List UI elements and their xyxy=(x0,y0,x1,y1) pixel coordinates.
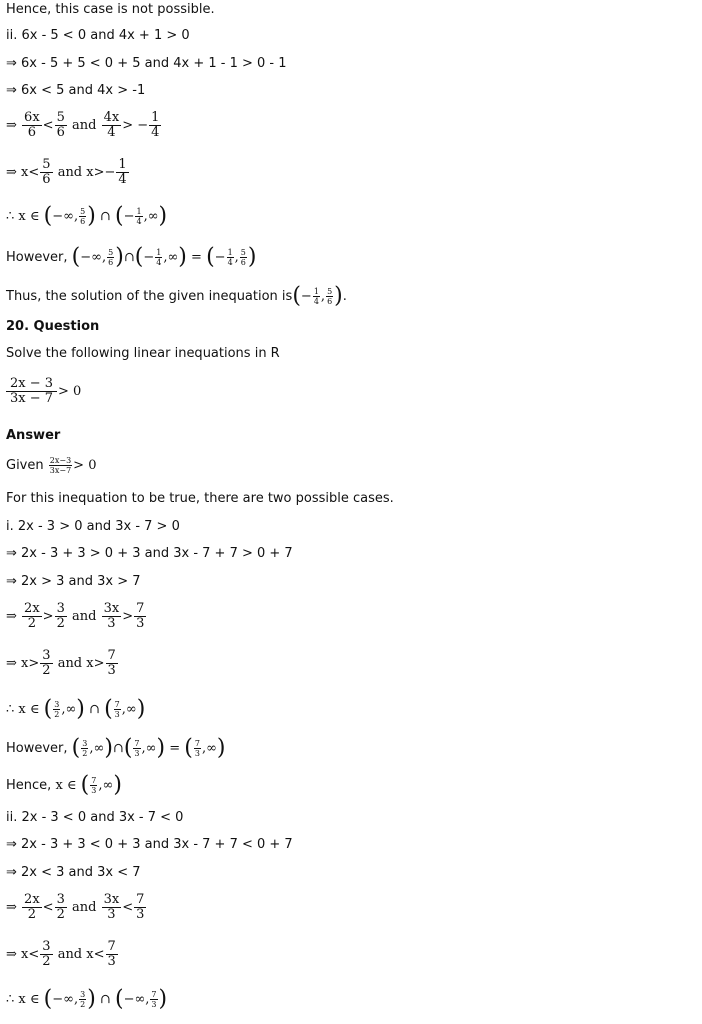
fraction: $\frac{7}{3}$ xyxy=(136,892,145,922)
fraction: $\frac{3x}{3}$ xyxy=(103,601,120,631)
fraction: $\frac{5}{6}$ xyxy=(327,287,333,306)
math-line: However, ( $\frac{3}{2}$ ,∞)∩( $\frac{7}{3}$ ,∞) = ( $\frac{7}{3}$ ,∞) xyxy=(6,735,226,761)
fraction: $\frac{1}{4}$ xyxy=(136,207,142,226)
fraction: $\frac{3}{2}$ xyxy=(80,990,86,1009)
math-line: ∴ x ∈ (−∞, $\frac{3}{2}$ ) ∩ (−∞, $\frac{7}{3}$ ) xyxy=(6,986,168,1012)
conclusion-line: Thus, the solution of the given inequation is(− $\frac{1}{4}$ , $\frac{5}{6}$ ). xyxy=(6,283,347,309)
math-line: ⇒ x> $\frac{3}{2}$ and x> $\frac{7}{3}$ xyxy=(6,648,116,678)
answer-heading: Answer xyxy=(6,428,61,443)
fraction: $\frac{3}{2}$ xyxy=(56,892,65,922)
fraction: $\frac{2x}{2}$ xyxy=(24,892,40,922)
text-line: ii. 2x - 3 < 0 and 3x - 7 < 0 xyxy=(6,810,184,825)
fraction: $\frac{7}{3}$ xyxy=(91,776,97,795)
math-line: ⇒ $\frac{6x}{6}$ < $\frac{5}{6}$ and $\frac{4x}{4}$ > − $\frac{1}{4}$ xyxy=(6,110,160,140)
text-line: ii. 6x - 5 < 0 and 4x + 1 > 0 xyxy=(6,28,190,43)
fraction: $\frac{7}{3}$ xyxy=(134,739,140,758)
fraction: $\frac{4x}{4}$ xyxy=(103,110,120,140)
fraction: $\frac{5}{6}$ xyxy=(80,207,86,226)
math-line: ⇒ $\frac{2x}{2}$ < $\frac{3}{2}$ and $\frac{3x}{3}$ < $\frac{7}{3}$ xyxy=(6,892,145,922)
fraction: $\frac{5}{6}$ xyxy=(108,248,114,267)
fraction: $\frac{1}{4}$ xyxy=(227,248,233,267)
fraction: $\frac{1}{4}$ xyxy=(156,248,162,267)
question-expression: $\frac{2x - 3}{3x - 7}$ > 0 xyxy=(6,377,81,406)
fraction: $\frac{7}{3}$ xyxy=(107,648,116,678)
fraction: $\frac{3}{2}$ xyxy=(54,700,60,719)
text-line: ⇒ 2x - 3 + 3 < 0 + 3 and 3x - 7 + 7 < 0 + 7 xyxy=(6,837,293,852)
text-line: ⇒ 2x < 3 and 3x < 7 xyxy=(6,865,141,880)
text-line: Hence, this case is not possible. xyxy=(6,2,215,17)
fraction: $\frac{6x}{6}$ xyxy=(24,110,40,140)
fraction: $\frac{3}{2}$ xyxy=(56,601,65,631)
text-line: i. 2x - 3 > 0 and 3x - 7 > 0 xyxy=(6,519,180,534)
fraction: $\frac{5}{6}$ xyxy=(56,110,65,140)
math-line: Hence, x ∈ ( $\frac{7}{3}$ ,∞) xyxy=(6,772,122,798)
fraction: $\frac{1}{4}$ xyxy=(151,110,160,140)
text-line: ⇒ 6x - 5 + 5 < 0 + 5 and 4x + 1 - 1 > 0 - 1 xyxy=(6,56,287,71)
fraction: $\frac{7}{3}$ xyxy=(107,939,116,969)
fraction: $\frac{1}{4}$ xyxy=(118,157,127,187)
math-line: ⇒ $\frac{2x}{2}$ > $\frac{3}{2}$ and $\frac{3x}{3}$ > $\frac{7}{3}$ xyxy=(6,601,145,631)
fraction: $\frac{3}{2}$ xyxy=(42,648,51,678)
fraction: $\frac{7}{3}$ xyxy=(136,601,145,631)
question-title: 20. Question xyxy=(6,319,100,334)
text-line: ⇒ 2x - 3 + 3 > 0 + 3 and 3x - 7 + 7 > 0 + 7 xyxy=(6,546,293,561)
text-line: For this inequation to be true, there are two possible cases. xyxy=(6,491,394,506)
text-line: ⇒ 2x > 3 and 3x > 7 xyxy=(6,574,141,589)
fraction: $\frac{3}{2}$ xyxy=(82,739,88,758)
given-line: Given $\frac{2x-3}{3x-7}$ > 0 xyxy=(6,456,97,475)
fraction: $\frac{1}{4}$ xyxy=(313,287,319,306)
fraction: $\frac{7}{3}$ xyxy=(151,990,157,1009)
fraction: $\frac{5}{6}$ xyxy=(42,157,51,187)
question-text: Solve the following linear inequations in R xyxy=(6,346,280,361)
math-line: ∴ x ∈ ( $\frac{3}{2}$ ,∞) ∩ ( $\frac{7}{3}$ ,∞) xyxy=(6,696,146,722)
fraction: $\frac{2x}{2}$ xyxy=(24,601,40,631)
fraction: $\frac{3x}{3}$ xyxy=(103,892,120,922)
text-line: ⇒ 6x < 5 and 4x > -1 xyxy=(6,83,146,98)
math-line: However, (−∞, $\frac{5}{6}$ )∩(− $\frac{1}{4}$ ,∞) = (− $\frac{1}{4}$ , $\frac{5}{6}$ ) xyxy=(6,244,257,270)
fraction: $\frac{3}{2}$ xyxy=(42,939,51,969)
fraction: $\frac{2x - 3}{3x - 7}$ xyxy=(6,377,57,406)
fraction: $\frac{7}{3}$ xyxy=(114,700,120,719)
math-line: ∴ x ∈ (−∞, $\frac{5}{6}$ ) ∩ (− $\frac{1}{4}$ ,∞) xyxy=(6,203,168,229)
math-line: ⇒ x< $\frac{5}{6}$ and x>− $\frac{1}{4}$ xyxy=(6,157,127,187)
fraction: $\frac{7}{3}$ xyxy=(194,739,200,758)
fraction: $\frac{5}{6}$ xyxy=(240,248,246,267)
implies-symbol: ⇒ xyxy=(6,118,17,133)
math-line: ⇒ x< $\frac{3}{2}$ and x< $\frac{7}{3}$ xyxy=(6,939,116,969)
fraction: $\frac{2x-3}{3x-7}$ xyxy=(49,456,72,475)
